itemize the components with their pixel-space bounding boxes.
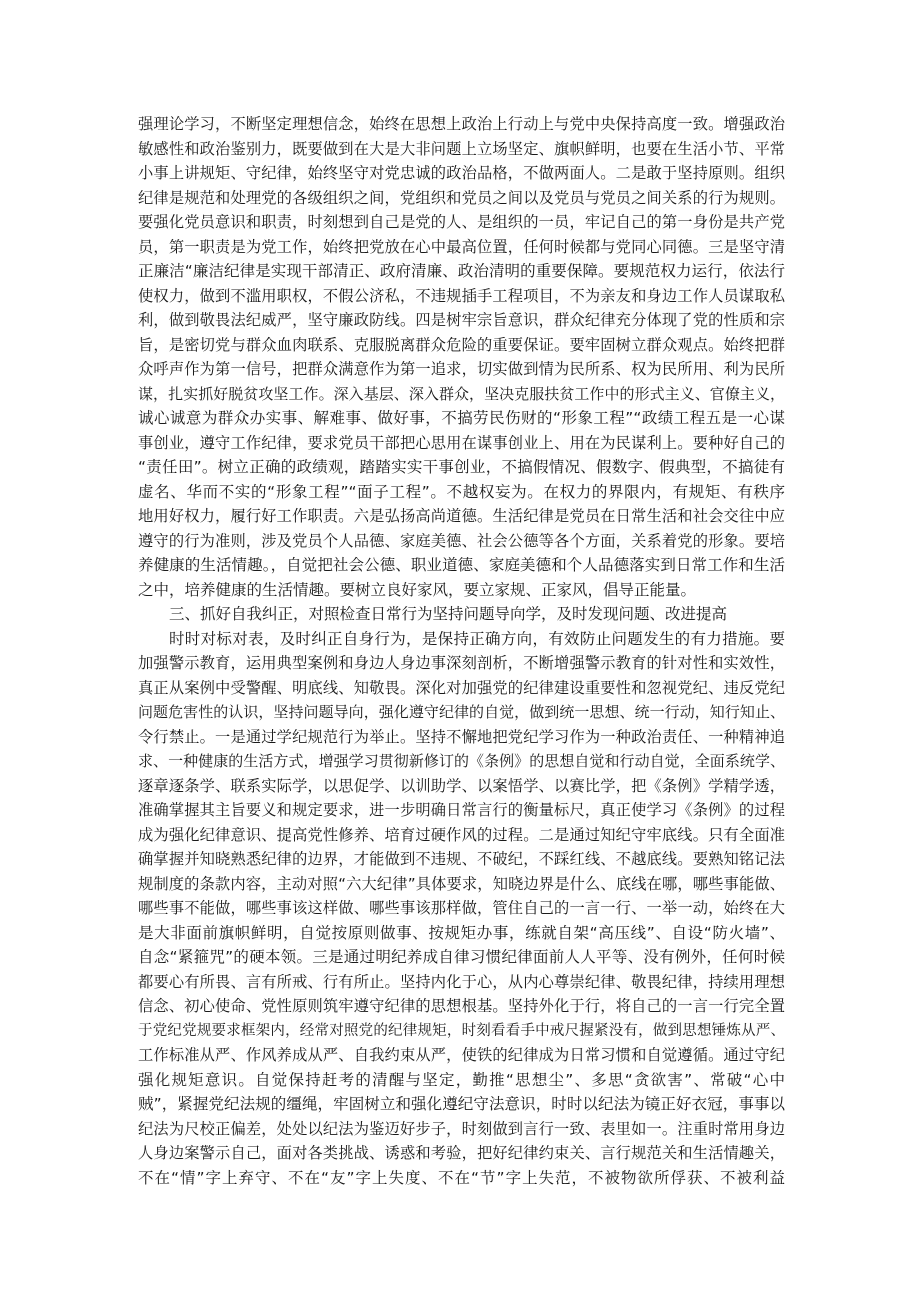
text-line: 时时对标对表，及时纠正自身行为，是保持正确方向，有效防止问题发生的有力措施。要: [169, 629, 785, 648]
text-line: 诚心诚意为群众办实事、解难事、做好事，不搞劳民伤财的“形象工程”“政绩工程五是一心谋: [138, 409, 785, 427]
text-line: 都要心有所畏、言有所戒、行有所止。坚持内化于心，从内心尊崇纪律、敬畏纪律，持续用理想: [138, 972, 785, 991]
text-line: 地用好权力，履行好工作职责。六是弘扬高尚道德。生活纪律是党员在日常生活和社会交往中应: [138, 507, 785, 525]
text-line: 员，第一职责是为党工作，始终把党放在心中最高位置，任何时候都与党同心同德。三是坚守清: [138, 237, 785, 256]
text-line: 虚名、华而不实的“形象工程”“面子工程”。不越权妄为。在权力的界限内，有规矩、有秩序: [138, 482, 785, 501]
text-line: 确掌握并知晓熟悉纪律的边界，才能做到不违规、不破纪，不踩红线、不越底线。要熟知铭记法: [138, 850, 785, 868]
text-line: 旨，是密切党与群众血肉联系、克服脱离群众危险的重要保证。要牢固树立群众观点。始终把群: [138, 335, 785, 354]
text-line: 是大非面前旗帜鲜明，自觉按原则做事、按规矩办事，练就自架“高压线”、自设“防火墙”、: [138, 923, 785, 942]
text-line: 求、一种健康的生活方式，增强学习贯彻新修订的《条例》的思想自觉和行动自觉，全面系统学、: [138, 752, 785, 770]
text-line: 于党纪党规要求框架内，经常对照党的纪律规矩，时刻看看手中戒尺握紧没有，做到思想锤炼从严、: [138, 1022, 785, 1039]
text-line: 之中，培养健康的生活情趣。要树立良好家风，要立家规、正家风，倡导正能量。: [138, 580, 697, 599]
text-line: 事创业，遵守工作纪律，要求党员干部把心思用在谋事创业上、用在为民谋利上。要种好自己的: [138, 433, 785, 452]
text-line: 准确掌握其主旨要义和规定要求，进一步明确日常言行的衡量标尺，真正使学习《条例》的过程: [138, 801, 785, 819]
text-line: 强化规矩意识。自觉保持赶考的清醒与坚定，勤推“思想尘”、多思“贪欲害”、常破“心中: [138, 1070, 785, 1089]
text-line: 哪些事不能做，哪些事该这样做、哪些事该那样做，管住自己的一言一行、一举一动，始终在大: [138, 899, 785, 917]
text-line: 贼”，紧握党纪法规的缰绳，牢固树立和强化遵纪守法意识，时时以纪法为镜正好衣冠，事事以: [138, 1095, 785, 1113]
text-line: 纪法为尺校正偏差，处处以纪法为鉴迈好步子，时刻做到言行一致、表里如一。注重时常用身边: [138, 1119, 785, 1138]
text-line: 正廉洁“廉洁纪律是实现干部清正、政府清廉、政治清明的重要保障。要规范权力运行，依法行: [138, 262, 785, 280]
text-line: “责任田”。树立正确的政绩观，踏踏实实干事创业，不搞假情况、假数字、假典型，不搞徒有: [138, 458, 785, 476]
text-line: 逐章逐条学、联系实际学，以思促学、以训助学、以案悟学、以赛比学，把《条例》学精学透，: [138, 776, 785, 795]
text-line: 遵守的行为准则，涉及党员个人品德、家庭美德、社会公德等各个方面，关系着党的形象。要培: [138, 531, 785, 550]
text-line: 养健康的生活情趣。，自觉把社会公德、职业道德、家庭美德和个人品德落实到日常工作和生活: [138, 556, 785, 574]
text-line: 纪律是规范和处理党的各级组织之间，党组织和党员之间以及党员与党员之间关系的行为规则。: [138, 188, 785, 207]
text-line: 工作标准从严、作风养成从严、自我约束从严，使铁的纪律成为日常习惯和自觉遵循。通过守纪: [138, 1046, 785, 1064]
text-line: 令行禁止。一是通过学纪规范行为举止。坚持不懈地把党纪学习作为一种政治责任、一种精神追: [138, 727, 785, 746]
text-line: 成为强化纪律意识、提高党性修养、培育过硬作风的过程。二是通过知纪守牢底线。只有全面准: [138, 825, 785, 844]
text-line: 信念、初心使命、党性原则筑牢遵守纪律的思想根基。坚持外化于行，将自己的一言一行完全置: [138, 997, 785, 1015]
text-line: 不在“情”字上弃守、不在“友”字上失度、不在“节”字上失范，不被物欲所俘获、不被利益: [138, 1168, 785, 1187]
text-line: 要强化党员意识和职责，时刻想到自己是党的人、是组织的一员，牢记自己的第一身份是共产党: [138, 213, 785, 231]
section-heading: 三、抓好自我纠正，对照检查日常行为坚持问题导向学，及时发现问题、改进提高: [169, 605, 728, 623]
text-line: 真正从案例中受警醒、明底线、知敬畏。深化对加强党的纪律建设重要性和忽视党纪、违反党纪: [138, 678, 785, 697]
text-line: 规制度的条款内容，主动对照“六大纪律”具体要求，知晓边界是什么、底线在哪，哪些事能做、: [138, 874, 785, 893]
text-line: 谋，扎实抓好脱贫攻坚工作。深入基层、深入群众，坚决克服扶贫工作中的形式主义、官僚主义，: [138, 384, 785, 403]
document-page: [138, 112, 785, 1190]
text-line: 人身边案警示自己，面对各类挑战、诱惑和考验，把好纪律约束关、言行规范关和生活情趣关，: [138, 1144, 785, 1162]
text-line: 小事上讲规矩、守纪律，始终坚守对党忠诚的政治品格，不做两面人。二是敢于坚持原则。组织: [138, 164, 785, 182]
text-line: 自念“紧箍咒”的硬本领。三是通过明纪养成自律习惯纪律面前人人平等、没有例外，任何时候: [138, 948, 785, 966]
text-line: 强理论学习，不断坚定理想信念，始终在思想上政治上行动上与党中央保持高度一致。增强政治: [138, 115, 785, 133]
text-line: 众呼声作为第一信号，把群众满意作为第一追求，切实做到情为民所系、权为民所用、利为民所: [138, 360, 785, 378]
text-line: 利，做到敬畏法纪威严，坚守廉政防线。四是树牢宗旨意识，群众纪律充分体现了党的性质和宗: [138, 311, 785, 329]
text-line: 敏感性和政治鉴别力，既要做到在大是大非问题上立场坚定、旗帜鲜明，也要在生活小节、平常: [138, 139, 785, 158]
text-line: 加强警示教育，运用典型案例和身边人身边事深刻剖析，不断增强警示教育的针对性和实效性，: [138, 654, 785, 672]
text-line: 问题危害性的认识，坚持问题导向，强化遵守纪律的自觉，做到统一思想、统一行动，知行知止、: [138, 703, 785, 721]
text-line: 使权力，做到不滥用职权，不假公济私，不违规插手工程项目，不为亲友和身边工作人员谋取私: [138, 286, 785, 305]
